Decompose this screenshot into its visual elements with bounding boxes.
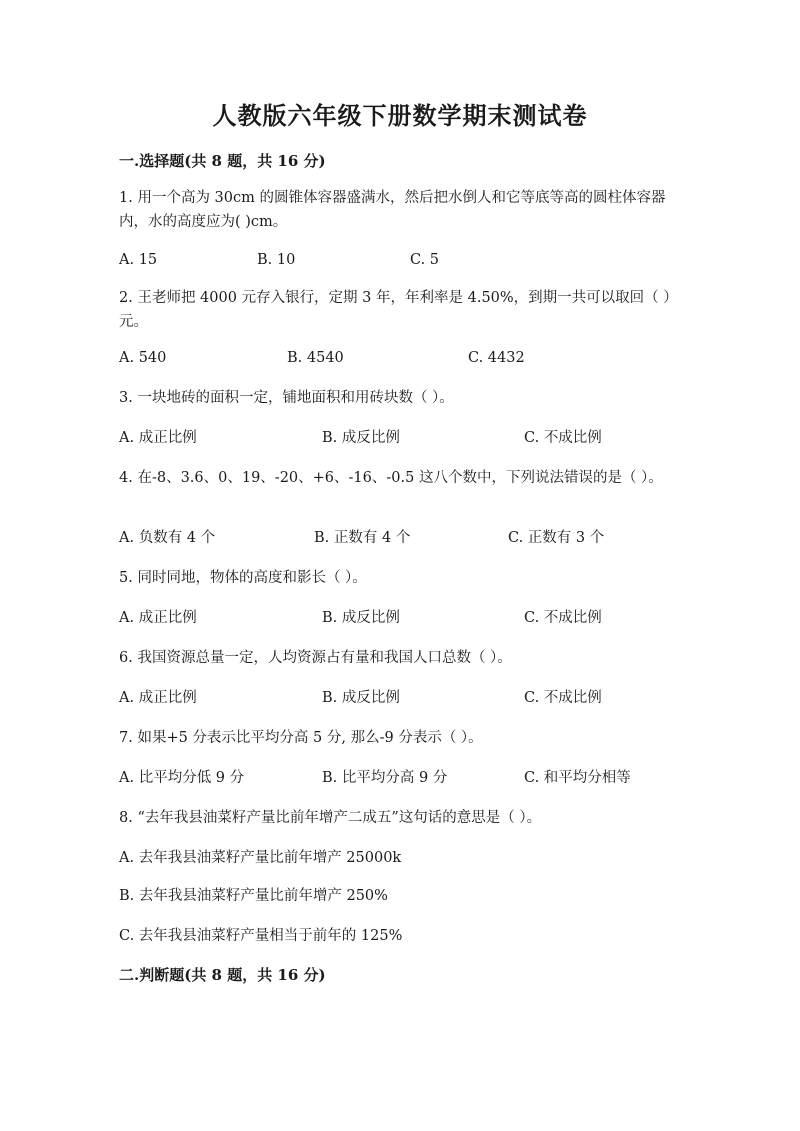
question-5-text: 5. 同时同地，物体的高度和影长（ ）。 — [119, 570, 367, 586]
question-4-option-b: B. 正数有 4 个 — [314, 530, 411, 546]
question-8-option-b: B. 去年我县油菜籽产量比前年增产 250% — [119, 888, 388, 904]
question-5-option-b: B. 成反比例 — [322, 610, 400, 626]
question-2-option-c: C. 4432 — [468, 350, 525, 366]
question-7-text: 7. 如果+5 分表示比平均分高 5 分, 那么-9 分表示（ ）。 — [119, 730, 483, 746]
question-1-text: 1. 用一个高为 30cm 的圆锥体容器盛满水，然后把水倒人和它等底等高的圆柱体容器内，水的高度应为( )cm。 — [119, 190, 666, 230]
question-2-option-b: B. 4540 — [287, 350, 344, 366]
question-6-option-b: B. 成反比例 — [322, 690, 400, 706]
question-7-option-c: C. 和平均分相等 — [524, 770, 631, 786]
question-1-option-c: C. 5 — [410, 252, 440, 268]
question-3-option-a: A. 成正比例 — [119, 430, 197, 446]
question-2-option-a: A. 540 — [119, 350, 167, 366]
question-3-option-b: B. 成反比例 — [322, 430, 400, 446]
question-8-option-c: C. 去年我县油菜籽产量相当于前年的 125% — [119, 928, 403, 944]
question-8-text: 8. “去年我县油菜籽产量比前年增产二成五”这句话的意思是（ ）。 — [119, 810, 542, 826]
question-5-option-a: A. 成正比例 — [119, 610, 197, 626]
page-title: 人教版六年级下册数学期末测试卷 — [212, 101, 588, 130]
question-4-option-a: A. 负数有 4 个 — [119, 530, 216, 546]
question-1-option-a: A. 15 — [119, 252, 158, 268]
section-heading-judgement: 二.判断题(共 8 题，共 16 分) — [119, 966, 326, 984]
question-3-text: 3. 一块地砖的面积一定，铺地面积和用砖块数（ ）。 — [119, 390, 454, 406]
question-6-option-a: A. 成正比例 — [119, 690, 197, 706]
question-3-option-c: C. 不成比例 — [524, 430, 602, 446]
section-heading-choice: 一.选择题(共 8 题，共 16 分) — [119, 152, 326, 170]
question-2-text: 2. 王老师把 4000 元存入银行，定期 3 年，年利率是 4.50%，到期一共可以取回（ ）元。 — [119, 290, 678, 330]
question-7-option-b: B. 比平均分高 9 分 — [322, 770, 448, 786]
question-4-option-c: C. 正数有 3 个 — [508, 530, 605, 546]
question-1-option-b: B. 10 — [257, 252, 296, 268]
question-8-option-a: A. 去年我县油菜籽产量比前年增产 25000k — [119, 850, 402, 866]
question-5-option-c: C. 不成比例 — [524, 610, 602, 626]
question-6-option-c: C. 不成比例 — [524, 690, 602, 706]
question-4-text: 4. 在-8、3.6、0、19、-20、+6、-16、-0.5 这八个数中，下列说法错误的是（ ）。 — [119, 470, 663, 486]
question-6-text: 6. 我国资源总量一定，人均资源占有量和我国人口总数（ ）。 — [119, 650, 512, 666]
question-7-option-a: A. 比平均分低 9 分 — [119, 770, 245, 786]
